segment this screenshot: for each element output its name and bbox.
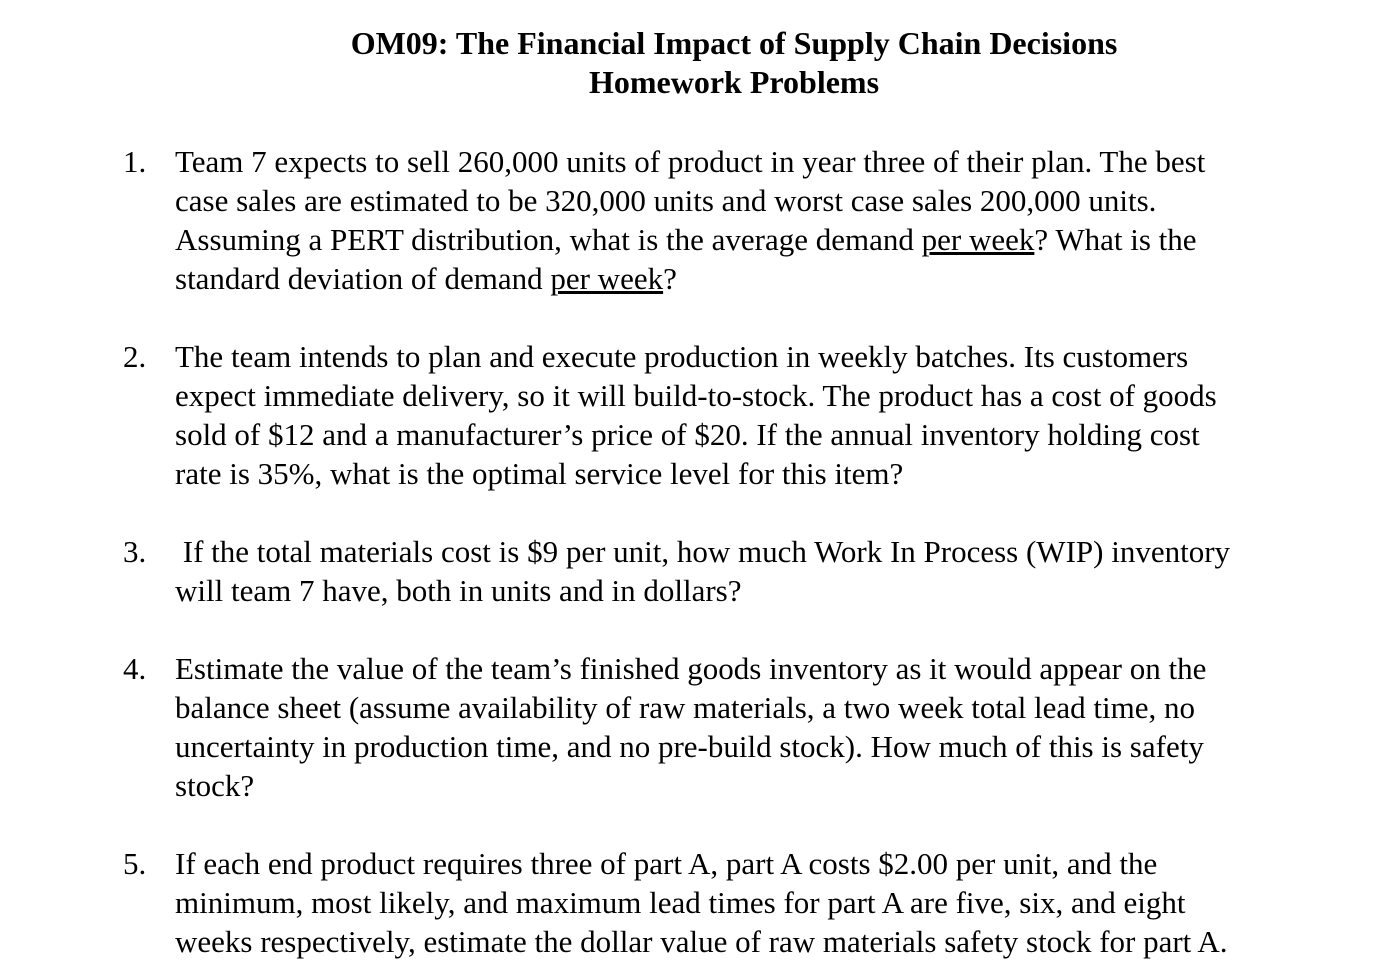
problem-line: rate is 35%, what is the optimal service level for this item?	[175, 456, 904, 491]
problem-text	[175, 142, 1340, 298]
problem-line: If the total materials cost is $9 per unit, how much Work In Process (WIP) inventory	[175, 534, 1231, 569]
problem-line: Team 7 expects to sell 260,000 units of product in year three of their plan. The best	[175, 144, 1206, 179]
problem-number: 5.	[123, 846, 147, 881]
problem-line: sold of $12 and a manufacturer’s price of $20. If the annual inventory holding cost	[175, 417, 1200, 452]
problem-line: minimum, most likely, and maximum lead times for part A are five, six, and eight	[175, 885, 1186, 920]
underlined-text: per week	[550, 261, 664, 296]
problem-number: 1.	[123, 144, 147, 179]
underlined-text: per week	[921, 222, 1035, 257]
problem-line: The team intends to plan and execute production in weekly batches. Its customers	[175, 339, 1189, 374]
line-text: standard deviation of demand	[175, 261, 551, 296]
problem-line	[175, 259, 1340, 298]
problem-line: will team 7 have, both in units and in dollars?	[175, 573, 742, 608]
problem-text	[175, 649, 1340, 805]
document-subtitle: Homework Problems	[588, 64, 880, 100]
document-title: OM09: The Financial Impact of Supply Chain Decisions	[350, 25, 1118, 61]
problem-line	[175, 220, 1340, 259]
line-text: Assuming a PERT distribution, what is the average demand	[175, 222, 922, 257]
line-text: ?	[663, 261, 677, 296]
problem-text	[175, 844, 1340, 961]
document-header	[0, 24, 1392, 102]
problem-line: stock?	[175, 768, 255, 803]
problem-line: uncertainty in production time, and no pre-build stock). How much of this is safety	[175, 729, 1204, 764]
problem-number: 3.	[123, 534, 147, 569]
problem-line: balance sheet (assume availability of raw materials, a two week total lead time, no	[175, 690, 1196, 725]
problem-text	[175, 337, 1340, 493]
line-text: ? What is the	[1034, 222, 1197, 257]
problem-line: case sales are estimated to be 320,000 units and worst case sales 200,000 units.	[175, 183, 1157, 218]
problem-line: Estimate the value of the team’s finished goods inventory as it would appear on the	[175, 651, 1207, 686]
problem-number: 2.	[123, 339, 147, 374]
problem-text	[175, 532, 1340, 610]
problem-line: If each end product requires three of part A, part A costs $2.00 per unit, and the	[175, 846, 1158, 881]
problem-line: weeks respectively, estimate the dollar value of raw materials safety stock for part A.	[175, 924, 1228, 959]
problem-line: expect immediate delivery, so it will build-to-stock. The product has a cost of goods	[175, 378, 1217, 413]
problem-number: 4.	[123, 651, 147, 686]
